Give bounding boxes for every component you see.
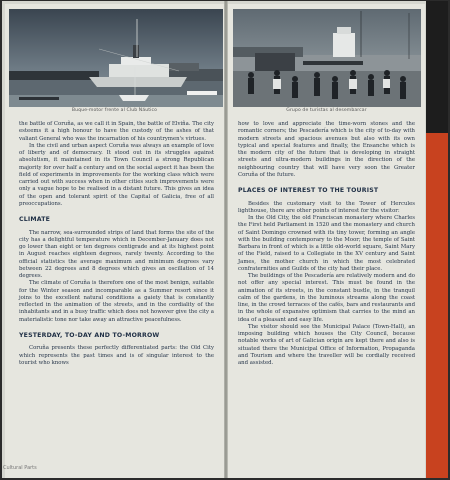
climate-paragraph-1: The narrow, sea-surrounded strips of land that forms the site of the city has a delightful temperature which in December-January does not go lower than eight or ten degrees centigrade and at its highest point in August reaches eighteen degrees, rarely twenty. According to the official statistics the average maximum and minimum degrees vary between 22 degrees and 8 degrees which gives an oscillation of 14 degrees.	[19, 229, 214, 279]
red-cover-strip	[426, 133, 448, 478]
left-photo-caption: Buque-motor frente al Club Náutico	[71, 108, 158, 113]
harbour-photo	[9, 9, 223, 107]
right-photo-caption: Grupo de turistas al desembarcar	[286, 108, 367, 113]
left-page	[5, 4, 224, 478]
places-paragraph-4: The visitor should see the Municipal Palace (Town-Hall), an imposing building which houses the City Council, because notable works of art of Galician origin are kept there and also is situated there the Municipal Office of Information, Propaganda and Tourism and where the traveller will be cordially received and assisted.	[238, 323, 415, 366]
harbour-photo-image	[9, 9, 223, 107]
yesterday-heading: YESTERDAY, TO-DAY AND TO-MORROW	[19, 331, 160, 339]
dark-edge	[426, 1, 448, 133]
left-civic-paragraph: In the civil and urban aspect Coruña was always an example of love of liberty and of democracy. It stood out in its struggles against absolutism, it maintained in its Town Council a strong Republican majority for over half a century and on the social aspect it has been the field of experiments in improvements for the working class which were carried out with success when in other cities such improvements were only a vague hope to be realised in a distant future. This gives an idea of the open and tolerant spirit of the Capital of Galicia, free of all preoccupations.	[19, 142, 214, 207]
yesterday-paragraph: Coruña presents these perfectly differentiated parts: the Old City which represents the past times and is of singular interest to the tourist who knows	[19, 345, 214, 366]
places-paragraph-1: Besides the customary visit to the Tower of Hercules lighthouse, there are other points of interest for the visitor:	[238, 200, 415, 214]
left-text-column	[19, 121, 214, 367]
tourists-photo-image	[233, 9, 421, 107]
places-paragraph-2: In the Old City, the old Franciscan monastery where Charles the First held Parliament in 1520 and the monastery and church of Saint Domingo crowned with its tiny tower, forming an angle with the building contemporary to the Moor; the temple of Saint Barbara in front of which is a little old-world square, Saint Mary of the Field, raised to a Collegiate in the XV century and Saint James, the mother church in which the most celebrated confraternities and Guilds of the city had their place.	[238, 215, 415, 272]
right-intro-paragraph: how to love and appreciate the time-worn stones and the romantic corners; the Pescadería which is the city of to-day with modern streets and spacious avenues but also with its own typical and special features and finally, the Ensanche which is the modern city of the future that is developing in straight streets and ultra-modern buildings in the direction of the neighbouring country that will have very soon the Greater Coruña of the future.	[238, 121, 415, 178]
brochure-spread	[2, 1, 448, 478]
tourists-photo	[233, 9, 421, 107]
watermark-text: Cultural Parts	[3, 465, 37, 471]
places-paragraph-3: The buildings of the Pescadería are relatively modern and do not offer any special interest. This must be found in the animation of its streets, in the constant bustle, in the tranquil calm of the gardens, in the luminous streams along the coast line, in the crowd terraces of the cafés, bars and restaurants and in the whole of expansive optimism that carries to the mind an idea of a pleasant and easy life.	[238, 273, 415, 323]
climate-paragraph-2: The climate of Coruña is therefore one of the most benign, suitable for the Winter season and incomparable as a Summer resort since it joins to the excellent natural conditions a gaiety that is constantly reflected in the animation of the streets, and in the cordiality of the inhabitants and in a busy traffic which does not however give the city a materialistic tone nor take away an attractive peacefulness.	[19, 280, 214, 323]
places-heading: PLACES OF INTEREST TO THE TOURIST	[238, 187, 379, 194]
right-page	[228, 4, 425, 478]
right-text-column	[238, 121, 415, 367]
climate-heading: CLIMATE	[19, 216, 51, 223]
left-intro-paragraph: the battle of Coruña, as we call it in Spain, the battle of Elviña. The city esteems it a high honour to have the custody of the ashes of that valiant General who was the incarnation of his countrymen's virtues.	[19, 121, 214, 142]
